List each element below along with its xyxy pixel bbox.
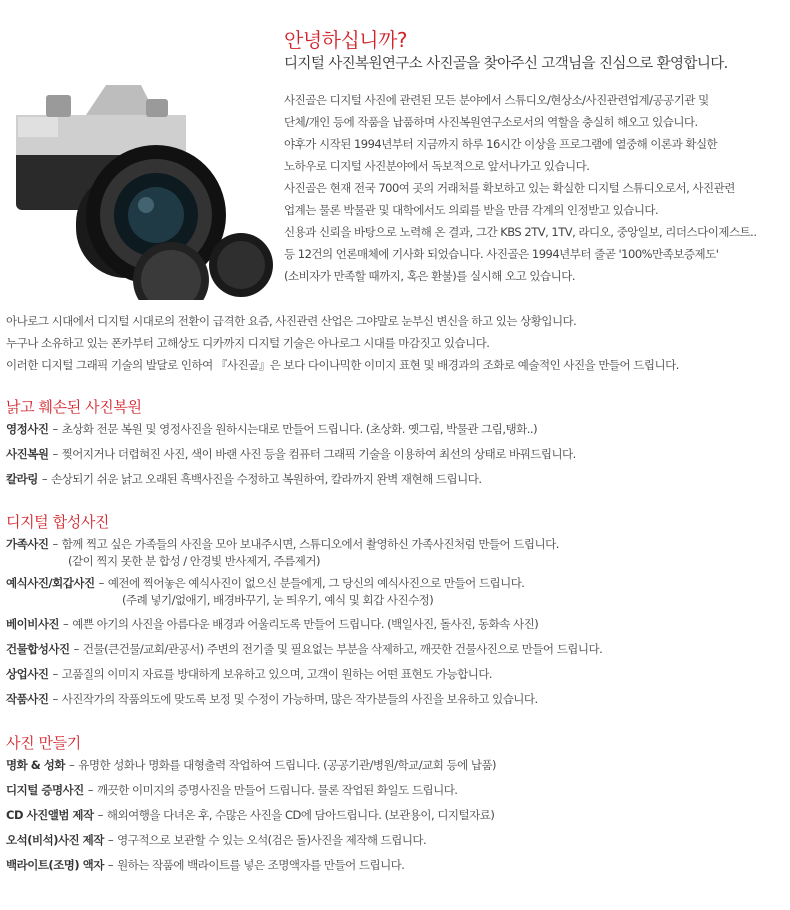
service-item: 명화 & 성화 – 유명한 성화나 명화를 대형출력 작업하여 드립니다. (공공기관/병원/학교/교회 등에 납품) <box>6 758 497 772</box>
service-desc: 해외여행을 다녀온 후, 수많은 사진을 CD에 담아드립니다. (보관용이, 디지털자료) <box>106 808 495 822</box>
service-label: 베이비사진 <box>6 617 60 631</box>
greeting-subtitle: 디지털 사진복원연구소 사진골을 찾아주신 고객님을 진심으로 환영합니다. <box>284 56 728 72</box>
service-item: 가족사진 – 함께 찍고 싶은 가족들의 사진을 모아 보내주시면, 스튜디오에서 촬영하신 가족사진처럼 만들어 드립니다. <box>6 537 559 551</box>
service-item: 상업사진 – 고품질의 이미지 자료를 방대하게 보유하고 있으며, 고객이 원하는 어떤 표현도 가능합니다. <box>6 667 493 681</box>
section-digital <box>6 512 602 708</box>
service-item: 디지털 증명사진 – 깨끗한 이미지의 증명사진을 만들어 드립니다. 물론 작업된 화일도 드립니다. <box>6 783 458 797</box>
intro-line: (소비자가 만족할 때까지, 혹은 환불)를 실시해 오고 있습니다. <box>284 269 575 283</box>
service-desc: 예쁜 아기의 사진을 아름다운 배경과 어울리도록 만들어 드립니다. (백일사진, 돌사진, 동화속 사진) <box>72 617 539 631</box>
intro-line: 단체/개인 등에 작품을 납품하며 사진복원연구소로서의 역할을 충실히 해오고 있습니다. <box>284 115 698 129</box>
service-note: (같이 찍지 못한 분 합성 / 안경빛 반사제거, 주름제거) <box>68 554 320 568</box>
service-item: 백라이트(조명) 액자 – 원하는 작품에 백라이트를 넣은 조명액자를 만들어 드립니다. <box>6 858 405 872</box>
service-desc: 함께 찍고 싶은 가족들의 사진을 모아 보내주시면, 스튜디오에서 촬영하신 가족사진처럼 만들어 드립니다. <box>61 537 559 551</box>
service-desc: 건물(큰건물/교회/관공서) 주변의 전기줄 및 필요없는 부분을 삭제하고, 깨끗한 건물사진으로 만들어 드립니다. <box>82 642 603 656</box>
intro-paragraph <box>284 89 784 287</box>
service-note: (주례 넣기/없애기, 배경바꾸기, 눈 띄우기, 예식 및 회갑 사진수정) <box>122 593 434 607</box>
section-title: 낡고 훼손된 사진복원 <box>6 398 142 416</box>
section-making <box>6 733 496 874</box>
service-desc: 깨끗한 이미지의 증명사진을 만들어 드립니다. 물론 작업된 화일도 드립니다. <box>97 783 458 797</box>
intro-line: 노하우로 디지털 사진분야에서 독보적으로 앞서나가고 있습니다. <box>284 159 590 173</box>
camera-illustration <box>6 55 281 300</box>
service-label: 상업사진 <box>6 667 49 681</box>
service-desc: 찢어지거나 더렵혀진 사진, 색이 바랜 사진 등을 컴퓨터 그래픽 기술을 이용하여 최선의 상태로 바꿔드립니다. <box>61 447 576 461</box>
greeting-title: 안녕하십니까? <box>284 28 408 52</box>
service-label: CD 사진앨범 제작 <box>6 808 94 822</box>
intro-line: 사진골은 디지털 사진에 관련된 모든 분야에서 스튜디오/현상소/사진관련업계/공공기관 및 <box>284 93 709 107</box>
service-item: 작품사진 – 사진작가의 작품의도에 맞도록 보정 및 수정이 가능하며, 많은 작가분들의 사진을 보유하고 있습니다. <box>6 692 538 706</box>
service-item: 오석(비석)사진 제작 – 영구적으로 보관할 수 있는 오석(검은 돌)사진을 제작해 드립니다. <box>6 833 427 847</box>
section-title: 디지털 합성사진 <box>6 513 109 531</box>
service-label: 칼라링 <box>6 472 38 486</box>
service-item: 영정사진 – 초상화 전문 복원 및 영정사진을 원하시는대로 만들어 드립니다. (초상화. 옛그림, 박물관 그림,탱화..) <box>6 422 538 436</box>
transition-line: 이러한 디지털 그래픽 기술의 발달로 인하여 『사진골』은 보다 다이나믹한 이미지 표현 및 배경과의 조화로 예술적인 사진을 만들어 드립니다. <box>6 358 679 372</box>
service-desc: 사진작가의 작품의도에 맞도록 보정 및 수정이 가능하며, 많은 작가분들의 사진을 보유하고 있습니다. <box>61 692 538 706</box>
service-item: 베이비사진 – 예쁜 아기의 사진을 아름다운 배경과 어울리도록 만들어 드립니다. (백일사진, 돌사진, 동화속 사진) <box>6 617 539 631</box>
service-desc: 영구적으로 보관할 수 있는 오석(검은 돌)사진을 제작해 드립니다. <box>117 833 427 847</box>
service-desc: 손상되기 쉬운 낡고 오래된 흑백사진을 수정하고 복원하여, 칼라까지 완벽 재현해 드립니다. <box>51 472 482 486</box>
service-label: 예식사진/회갑사진 <box>6 576 95 590</box>
transition-line: 누구나 소유하고 있는 폰카부터 고해상도 디카까지 디지털 기술은 아나로그 시대를 마감짓고 있습니다. <box>6 336 490 350</box>
service-item: 건물합성사진 – 건물(큰건물/교회/관공서) 주변의 전기줄 및 필요없는 부분을 삭제하고, 깨끗한 건물사진으로 만들어 드립니다. <box>6 642 603 656</box>
service-desc: 고품질의 이미지 자료를 방대하게 보유하고 있으며, 고객이 원하는 어떤 표현도 가능합니다. <box>61 667 493 681</box>
service-item: CD 사진앨범 제작 – 해외여행을 다녀온 후, 수많은 사진을 CD에 담아드립니다. (보관용이, 디지털자료) <box>6 808 495 822</box>
service-item: 사진복원 – 찢어지거나 더렵혀진 사진, 색이 바랜 사진 등을 컴퓨터 그래픽 기술을 이용하여 최선의 상태로 바꿔드립니다. <box>6 447 576 461</box>
service-desc: 초상화 전문 복원 및 영정사진을 원하시는대로 만들어 드립니다. (초상화. 옛그림, 박물관 그림,탱화..) <box>61 422 538 436</box>
transition-line: 아나로그 시대에서 디지털 시대로의 전환이 급격한 요즘, 사진관련 산업은 그야말로 눈부신 변신을 하고 있는 상황입니다. <box>6 314 577 328</box>
service-item: 예식사진/회갑사진 – 예전에 찍어놓은 예식사진이 없으신 분들에게, 그 당신의 예식사진으로 만들어 드립니다. <box>6 576 525 590</box>
intro-line: 신용과 신뢰을 바탕으로 노력해 온 결과, 그간 KBS 2TV, 1TV, 라디오, 중앙일보, 리더스다이제스트.. <box>284 225 757 239</box>
intro-line: 야후가 시작된 1994년부터 지금까지 하루 16시간 이상을 프로그램에 열중해 이론과 확실한 <box>284 137 718 151</box>
service-desc: 유명한 성화나 명화를 대형출력 작업하여 드립니다. (공공기관/병원/학교/교회 등에 납품) <box>78 758 497 772</box>
service-label: 건물합성사진 <box>6 642 70 656</box>
intro-line: 등 12건의 언론매체에 기사화 되었습니다. 사진골은 1994년부터 줄곧 '100%만족보증제도' <box>284 247 719 261</box>
service-label: 오석(비석)사진 제작 <box>6 833 104 847</box>
service-label: 사진복원 <box>6 447 49 461</box>
service-label: 명화 & 성화 <box>6 758 65 772</box>
service-item: 칼라링 – 손상되기 쉬운 낡고 오래된 흑백사진을 수정하고 복원하여, 칼라까지 완벽 재현해 드립니다. <box>6 472 482 486</box>
section-title: 사진 만들기 <box>6 734 81 752</box>
service-label: 영정사진 <box>6 422 49 436</box>
transition-paragraph <box>6 310 679 376</box>
intro-line: 업계는 물론 박물관 및 대학에서도 의뢰를 받을 만큼 각계의 인정받고 있습니다. <box>284 203 659 217</box>
service-label: 작품사진 <box>6 692 49 706</box>
intro-line: 사진골은 현재 전국 700여 곳의 거래처를 확보하고 있는 확실한 디지털 스튜디오로서, 사진관련 <box>284 181 735 195</box>
service-label: 가족사진 <box>6 537 49 551</box>
service-label: 디지털 증명사진 <box>6 783 84 797</box>
service-desc: 예전에 찍어놓은 예식사진이 없으신 분들에게, 그 당신의 예식사진으로 만들어 드립니다. <box>107 576 525 590</box>
section-restore <box>6 397 576 488</box>
service-desc: 원하는 작품에 백라이트를 넣은 조명액자를 만들어 드립니다. <box>117 858 405 872</box>
service-label: 백라이트(조명) 액자 <box>6 858 104 872</box>
